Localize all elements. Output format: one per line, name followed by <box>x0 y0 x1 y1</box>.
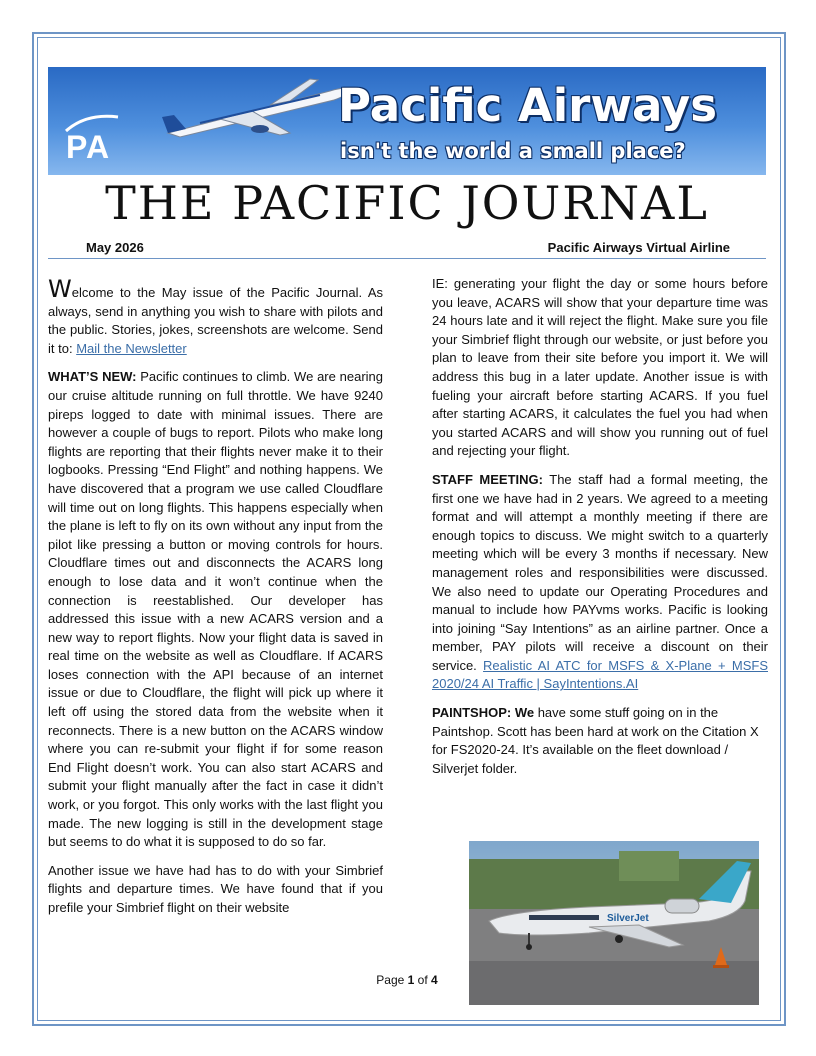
staff-meeting-heading: STAFF MEETING: <box>432 471 543 487</box>
sayintentions-link[interactable]: Realistic AI ATC for MSFS & X-Plane + MSFS 2020/24 AI Traffic | SayIntentions.AI <box>432 657 768 692</box>
page-of: of <box>417 973 428 987</box>
issue-date: May 2026 <box>86 240 144 255</box>
paintshop-paragraph <box>432 704 768 778</box>
page-current: 1 <box>407 973 415 987</box>
simbrief-continued-paragraph <box>432 275 768 461</box>
staff-meeting-paragraph <box>432 471 768 694</box>
page-number <box>48 973 766 987</box>
staff-meeting-text: The staff had a formal meeting, the first one we have had in 2 years. We agreed to a meeting format and will attempt a monthly meeting if there are enough topics to discuss. We might switch to a quarterly meeting which will be every 3 months if necessary. New management roles and responsibilities were discussed. We also need to update our Operating Procedures and manual to include how PAYvms works. Pacific is looking into joining “Say Intentions” as an airline partner. Once a member, PAY pilots will receive a discount on their service. <box>432 471 768 673</box>
intro-text: elcome to the May issue of the Pacific Journal. As always, send in anything you wish to share with pilots and the public. Stories, jokes, screenshots are welcome. Send it to: <box>48 285 383 356</box>
page-total: 4 <box>431 973 438 987</box>
publisher-name: Pacific Airways Virtual Airline <box>547 240 730 255</box>
whats-new-text: Pacific continues to climb. We are nearing our cruise altitude running on full throttle. We have 9240 pireps logged to date with minimal issues. There are however a couple of bugs to report. Pilots who make long flights are reporting that their flights never make it to their logbooks. Pressing “End Flight” and nothing happens. We have discovered that a program we use called Cloudflare will time out on long flights. This happens especially when the plane is left to fly on its own without any input from the pilot like pressing a button or moving controls for hours. Cloudflare times out and disconnects the ACARS long enough to lose data and it won’t continue when the connection is reestablished. Our developer has addressed this issue with a new ACARS version and a new way to report flights. Now your flight data is saved in real time on the website as well as Cloudflare. If ACARS loses connection with the API because of an internet issue or due to Cloudflare, the flight will pick up where it left off using the stored data from the website when it reconnects. There is a new button on the ACARS window where you can re-submit your flight if for some reason End Flight doesn’t work. You can also start ACARS and submit your flight manually after the fact in case it didn’t work, or you forgot. This only works with the last flight you made. The new logging is still in the development stage but seems to do what it is supposed to do so far. <box>48 369 383 850</box>
intro-paragraph <box>48 275 383 358</box>
simbrief-paragraph <box>48 862 383 918</box>
simbrief-continued-text: IE: generating your flight the day or some hours before you leave, ACARS will show that your departure time was 24 hours late and it will reject the flight. Make sure you file your Simbrief flight through our website, or just before you plan to leave from their site before you import it. We will address this bug in a later update. Another issue is with fueling your aircraft before starting ACARS. If you fuel after starting ACARS, it calculates the fuel you had when you started ACARS and will show you running out of fuel and rejecting your flight. <box>432 276 768 459</box>
airplane-icon <box>160 73 360 143</box>
right-column <box>432 275 768 788</box>
whats-new-paragraph <box>48 368 383 851</box>
journal-title: THE PACIFIC JOURNAL <box>105 176 709 230</box>
paintshop-heading: PAINTSHOP: We <box>432 705 535 721</box>
masthead-divider <box>48 258 766 259</box>
left-column <box>48 275 383 928</box>
airline-name: Pacific Airways <box>338 79 718 132</box>
simbrief-text: Another issue we have had has to do with your Simbrief flights and departure times. We have found that if you prefile your Simbrief flight on their website <box>48 862 383 915</box>
livery-text: SilverJet <box>607 913 649 924</box>
drop-cap: W <box>48 275 72 303</box>
paintshop-text: have some stuff going on in the Paintshop. Scott has been hard at work on the Citation X for FS2020-24. It’s available on the fleet download / Silverjet folder. <box>432 705 759 776</box>
header-banner <box>48 67 766 175</box>
mail-newsletter-link[interactable]: Mail the Newsletter <box>76 340 187 356</box>
airline-logo: PA <box>66 129 111 165</box>
airline-tagline: isn't the world a small place? <box>340 139 686 163</box>
page-word: Page <box>376 973 405 987</box>
whats-new-heading: WHAT’S NEW: <box>48 369 137 385</box>
